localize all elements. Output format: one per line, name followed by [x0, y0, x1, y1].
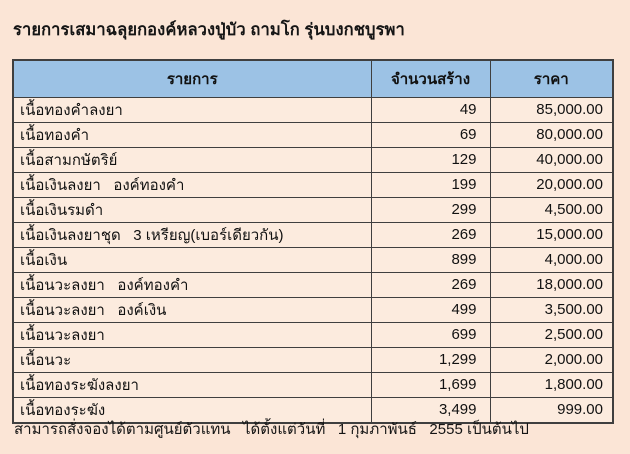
price-cell: 3,500.00 — [490, 297, 613, 322]
header-row — [13, 60, 613, 97]
item-cell: เนื้อเงินลงยา องค์ทองคำ — [13, 172, 371, 197]
table-header — [13, 60, 613, 97]
table-row — [13, 347, 613, 372]
table-row — [13, 272, 613, 297]
qty-cell: 899 — [371, 247, 490, 272]
table-row — [13, 322, 613, 347]
price-cell: 85,000.00 — [490, 97, 613, 122]
item-cell: เนื้อนวะลงยา องค์ทองคำ — [13, 272, 371, 297]
item-cell: เนื้อสามกษัตริย์ — [13, 147, 371, 172]
qty-cell: 1,699 — [371, 372, 490, 397]
price-cell: 80,000.00 — [490, 122, 613, 147]
qty-cell: 129 — [371, 147, 490, 172]
item-cell: เนื้อเงิน — [13, 247, 371, 272]
table-row — [13, 97, 613, 122]
price-cell: 20,000.00 — [490, 172, 613, 197]
qty-cell: 699 — [371, 322, 490, 347]
item-cell: เนื้อทองคำลงยา — [13, 97, 371, 122]
qty-cell: 69 — [371, 122, 490, 147]
price-cell: 15,000.00 — [490, 222, 613, 247]
item-cell: เนื้อทองระฆังลงยา — [13, 372, 371, 397]
price-cell: 4,000.00 — [490, 247, 613, 272]
column-header-quantity: จำนวนสร้าง — [371, 60, 490, 97]
item-cell: เนื้อทองคำ — [13, 122, 371, 147]
qty-cell: 1,299 — [371, 347, 490, 372]
item-cell: เนื้อเงินลงยาชุด 3 เหรียญ(เบอร์เดียวกัน) — [13, 222, 371, 247]
price-table — [12, 59, 614, 424]
table-row — [13, 122, 613, 147]
qty-cell: 299 — [371, 197, 490, 222]
table-row — [13, 372, 613, 397]
table-row — [13, 172, 613, 197]
table-row — [13, 297, 613, 322]
item-cell: เนื้อนวะ — [13, 347, 371, 372]
table-body — [13, 97, 613, 423]
item-cell: เนื้อนวะลงยา องค์เงิน — [13, 297, 371, 322]
price-cell: 2,000.00 — [490, 347, 613, 372]
price-cell: 1,800.00 — [490, 372, 613, 397]
item-cell: เนื้อเงินรมดำ — [13, 197, 371, 222]
price-cell: 4,500.00 — [490, 197, 613, 222]
qty-cell: 499 — [371, 297, 490, 322]
qty-cell: 269 — [371, 272, 490, 297]
item-cell: เนื้อนวะลงยา — [13, 322, 371, 347]
column-header-price: ราคา — [490, 60, 613, 97]
footer-note: สามารถสั่งจองได้ตามศูนย์ตัวแทน ได้ตั้งแต่วันที่ 1 กุมภาพันธ์ 2555 เป็นต้นไป — [14, 421, 529, 438]
qty-cell: 3,499 — [371, 397, 490, 423]
price-cell: 18,000.00 — [490, 272, 613, 297]
price-cell: 40,000.00 — [490, 147, 613, 172]
price-cell: 999.00 — [490, 397, 613, 423]
price-cell: 2,500.00 — [490, 322, 613, 347]
qty-cell: 269 — [371, 222, 490, 247]
qty-cell: 199 — [371, 172, 490, 197]
column-header-item: รายการ — [13, 60, 371, 97]
page-title: รายการเสมาฉลุยกองค์หลวงปู่บัว ถามโก รุ่นบงกชบูรพา — [13, 21, 405, 39]
qty-cell: 49 — [371, 97, 490, 122]
item-cell: เนื้อทองระฆัง — [13, 397, 371, 423]
table-row — [13, 147, 613, 172]
table-row — [13, 222, 613, 247]
table-row — [13, 247, 613, 272]
table-row — [13, 197, 613, 222]
